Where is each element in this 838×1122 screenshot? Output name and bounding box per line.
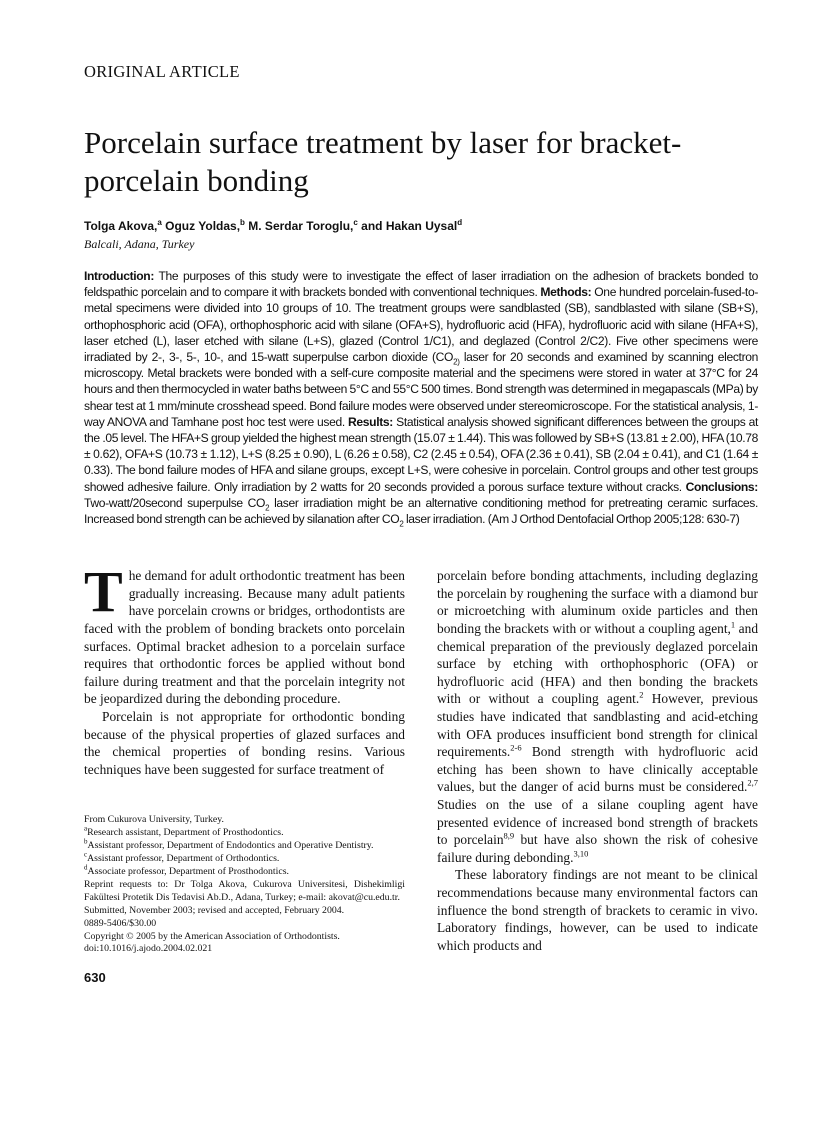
text-run: but have also shown the risk of cohesive failure during debonding.	[437, 832, 758, 865]
author-location: Balcali, Adana, Turkey	[84, 237, 195, 251]
author-affiliation-mark: c	[353, 218, 358, 227]
text-run: One hundred porcelain-fused-to-metal specimens were divided into 10 groups of 10. The treatment groups were sandblasted (SB), sandblasted with silane (SB+S), orthophosphoric acid (OFA), orthophosphoric acid with silane (OFA+S), hydrofluoric acid (HFA), hydrofluoric acid with silane (HFA+S), laser etched (L), laser etched with silane (L+S), glazed (Control 1/C1), and deglazed (Control 2/C2). Five other specimens were irradiated by 2-, 3-, 5-, 10-, and 15-watt superpulse carbon dioxide (CO	[84, 285, 758, 365]
author-name: Oguz Yoldas,	[161, 219, 241, 233]
abstract	[84, 268, 758, 527]
text-run: Two-watt/20second superpulse CO	[84, 495, 266, 510]
citation-superscript: 2-6	[510, 742, 522, 753]
footnote-text: Assistant professor, Department of Endodontics and Operative Dentistry.	[87, 840, 374, 852]
footnote-line	[84, 850, 405, 866]
section-label: Introduction:	[84, 269, 155, 283]
footnote-line	[84, 918, 405, 931]
footnote-text: 0889-5406/$30.00	[84, 917, 157, 929]
text-run: he demand for adult orthodontic treatment has been gradually increasing. Because many adult patients have porcelain crowns or bridges, orthodontists are faced with the problem of bonding brackets onto porcelain surfaces. Optimal bracket adhesion to a porcelain surface requires that orthodontic forces be applied without bond failure during treatment and that the porcelain integrity not be jeopardized during the debonding procedure.	[84, 568, 405, 707]
text-run: and chemical preparation of the previously deglazed porcelain surface by etching with orthophosphoric (OFA) or hydrofluoric acid (HFA) and then bonding the brackets with or without a coupling agent.	[437, 621, 759, 707]
citation-superscript: 2,7	[747, 777, 758, 788]
footnote-text: Reprint requests to: Dr Tolga Akova, Cukurova Universitesi, Dishekimligi Fakültesi Protetik Dis Tedavisi Ab.D., Adana, Turkey; e-mail: akovat@cu.edu.tr.	[84, 878, 405, 903]
author-name: Tolga Akova,	[84, 219, 158, 233]
footnote-text: doi:10.1016/j.ajodo.2004.02.021	[84, 943, 213, 955]
footnote-line	[84, 905, 405, 918]
author-affiliation-mark: b	[240, 218, 245, 227]
footnote-text: Assistant professor, Department of Orthodontics.	[87, 853, 280, 865]
section-label: Methods:	[540, 285, 592, 300]
drop-cap: T	[84, 559, 123, 625]
footnote-text: Associate professor, Department of Prosthodontics.	[87, 866, 289, 877]
author-affiliation-mark: a	[157, 218, 162, 227]
footnote-mark: a	[84, 825, 88, 834]
text-run: Porcelain is not appropriate for orthodontic bonding because of the physical properties of glazed surfaces and the chemical properties of bonding resins. Various techniques have been suggested for surface treatment of	[84, 709, 405, 777]
article-type-label: ORIGINAL ARTICLE	[84, 62, 240, 81]
text-run: Studies on the use of a silane coupling agent have presented evidence of increased bond strength of brackets to porcelain	[437, 796, 758, 848]
footnote-line	[84, 827, 405, 840]
text-run: laser irradiation might be an alternative conditioning method for pretreating ceramic surfaces. Increased bond strength can be achieved by silanation after CO	[84, 495, 758, 527]
footnote-line	[84, 879, 405, 905]
text-run: Statistical analysis showed significant differences between the groups at the .05 level. The HFA+S group yielded the highest mean strength (15.07 ± 1.44). This was followed by SB+S (13.81 ± 2.00), HFA (10.78 ± 0.62), OFA+S (10.73 ± 1.12), L+S (8.25 ± 0.90), L (6.26 ± 0.58), C2 (2.45 ± 0.54), OFA (2.36 ± 0.41), SB (2.04 ± 0.41), and C1 (1.64 ± 0.33). The bond failure modes of HFA and silane groups, except L+S, were cohesive in porcelain. Control groups and other test groups showed adhesive failure. Only irradiation by 2 watts for 20 seconds provided a porous surface texture without cracks.	[84, 414, 758, 494]
footnote-line	[84, 943, 405, 956]
author-list	[84, 218, 758, 234]
text-run: porcelain before bonding attachments, including deglazing the porcelain by roughening the surface with a diamond bur or microetching with aluminum oxide particles and then bonding the brackets with or without a coupling agent,	[437, 568, 758, 637]
page-number: 630	[84, 970, 106, 986]
footnote-mark: c	[84, 850, 88, 859]
text-run: These laboratory findings are not meant to be clinical recommendations because many environmental factors can influence the bond strength of brackets to ceramic in vivo. Laboratory findings, however, can be used to indicate which products and	[437, 867, 758, 953]
subscript: 2)	[453, 357, 460, 367]
article-title: Porcelain surface treatment by laser for bracket-porcelain bonding	[84, 125, 682, 198]
citation-superscript: 2	[639, 689, 644, 700]
footnote-text: Submitted, November 2003; revised and accepted, February 2004.	[84, 904, 345, 916]
author-name: M. Serdar Toroglu,	[244, 219, 354, 233]
footnote-line	[84, 837, 405, 853]
author-name: and Hakan Uysal	[357, 219, 458, 233]
body-paragraph	[437, 567, 758, 866]
footnote-mark: d	[84, 863, 88, 872]
body-column-right	[437, 567, 758, 956]
footnote-line	[84, 863, 405, 879]
text-run: However, previous studies have indicated that sandblasting and acid-etching with OFA produces insufficient bond strength for clinical requirements.	[437, 691, 758, 760]
footnote-text: From Cukurova University, Turkey.	[84, 814, 224, 826]
text-run: Bond strength with hydrofluoric acid etching has been shown to have clinically acceptable values, but the danger of acid burns must be considered.	[437, 744, 758, 795]
footnote-text: Research assistant, Department of Prosthodontics.	[87, 827, 284, 839]
body-paragraph	[84, 559, 405, 708]
citation-superscript: 1	[730, 619, 736, 630]
author-affiliation-mark: d	[457, 218, 463, 227]
text-run: The purposes of this study were to investigate the effect of laser irradiation on the adhesion of brackets bonded to feldspathic porcelain and to compare it with brackets bonded with conventional techniques.	[84, 269, 758, 300]
body-columns	[84, 559, 759, 956]
body-column-left	[84, 559, 405, 956]
subscript: 2	[399, 519, 404, 529]
footnotes	[84, 814, 405, 956]
text-run: laser irradiation. (Am J Orthod Dentofacial Orthop 2005;128: 630-7)	[403, 512, 740, 527]
footnote-text: Copyright © 2005 by the American Association of Orthodontists.	[84, 930, 340, 942]
footnote-line	[84, 814, 405, 827]
footnote-mark: b	[84, 837, 88, 846]
subscript: 2	[265, 503, 270, 513]
citation-superscript: 3,10	[573, 848, 589, 859]
section-label: Results:	[348, 414, 393, 429]
body-paragraph	[84, 708, 405, 778]
body-paragraph	[437, 866, 758, 954]
text-run: laser for 20 seconds and examined by scanning electron microscopy. Metal brackets were bonded with a self-cure composite material and the specimens were stored in water at 37°C for 24 hours and then thermocycled in water baths between 5°C and 55°C 500 times. Bond strength was determined in megapascals (MPa) by shear test at 1 mm/minute crosshead speed. Bond failure modes were observed under stereomicroscope. For the statistical analysis, 1-way ANOVA and Tamhane post hoc test were used.	[84, 350, 759, 429]
footnote-line	[84, 931, 405, 944]
section-label: Conclusions:	[685, 479, 758, 494]
citation-superscript: 8,9	[503, 830, 515, 841]
